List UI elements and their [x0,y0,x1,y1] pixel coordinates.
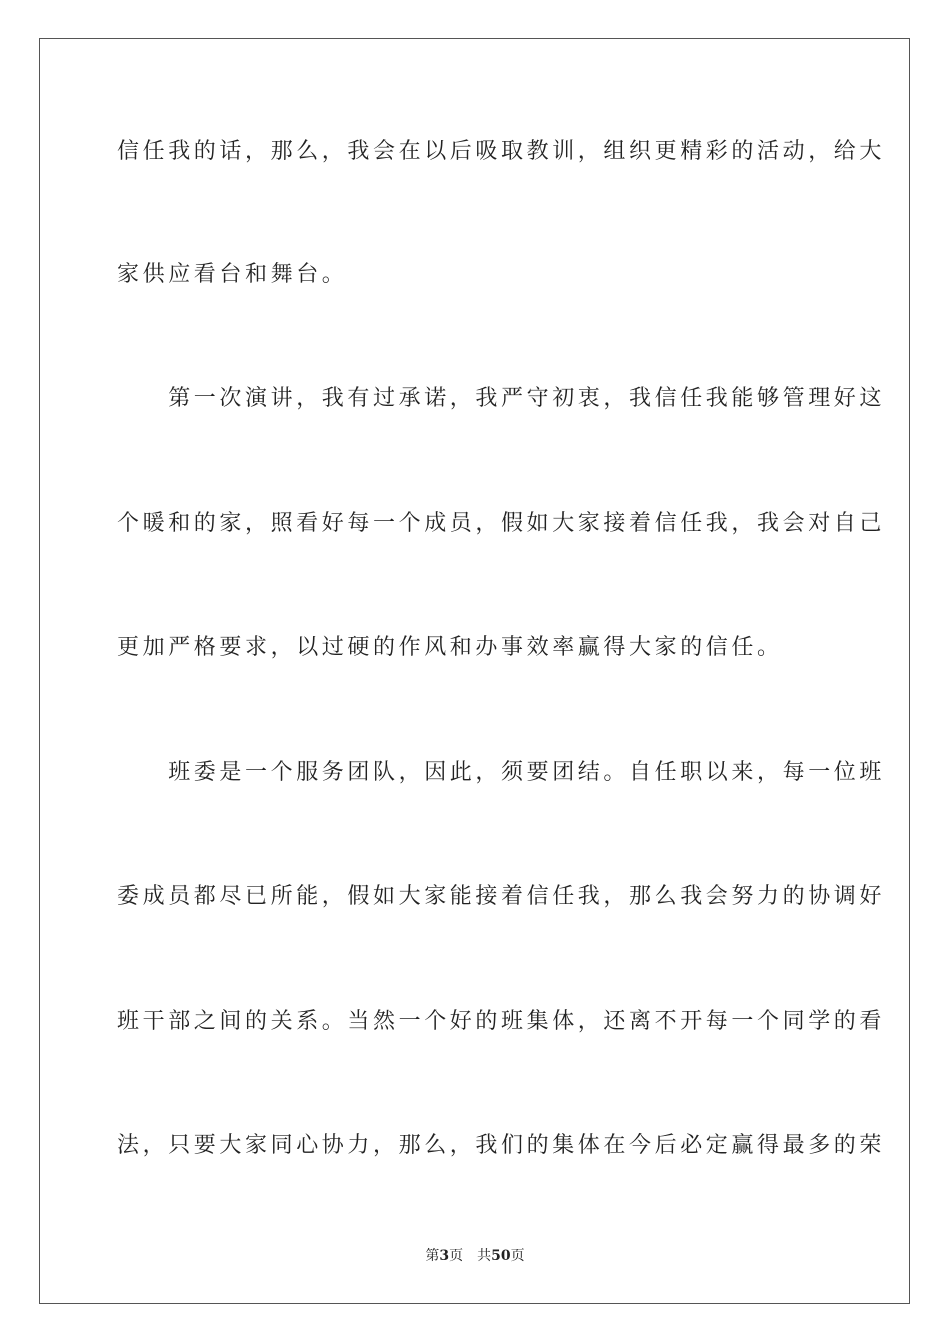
total-pages: 50 [491,1248,511,1264]
body-text-line: 第一次演讲，我有过承诺，我严守初衷，我信任我能够管理好这 [117,386,886,411]
body-text-line: 委成员都尽已所能，假如大家能接着信任我，那么我会努力的协调好 [117,884,886,909]
body-text-line: 班干部之间的关系。当然一个好的班集体，还离不开每一个同学的看 [117,1009,886,1034]
page-footer [0,1246,950,1266]
body-text-line: 个暖和的家，照看好每一个成员，假如大家接着信任我，我会对自己 [117,511,886,536]
page-border [39,38,910,1304]
total-label-prefix: 共 [477,1248,492,1264]
body-text-line: 家供应看台和舞台。 [117,262,348,287]
body-text-line: 更加严格要求，以过硬的作风和办事效率赢得大家的信任。 [117,635,783,660]
total-label-suffix: 页 [510,1248,525,1264]
page-label-suffix: 页 [449,1248,464,1264]
body-text-line: 班委是一个服务团队，因此，须要团结。自任职以来，每一位班 [117,760,886,785]
body-text-line: 法，只要大家同心协力，那么，我们的集体在今后必定赢得最多的荣 [117,1133,886,1158]
page-label-prefix: 第 [425,1248,440,1264]
body-text-line: 信任我的话，那么，我会在以后吸取教训，组织更精彩的活动，给大 [117,139,886,164]
page-number: 3 [439,1248,450,1264]
